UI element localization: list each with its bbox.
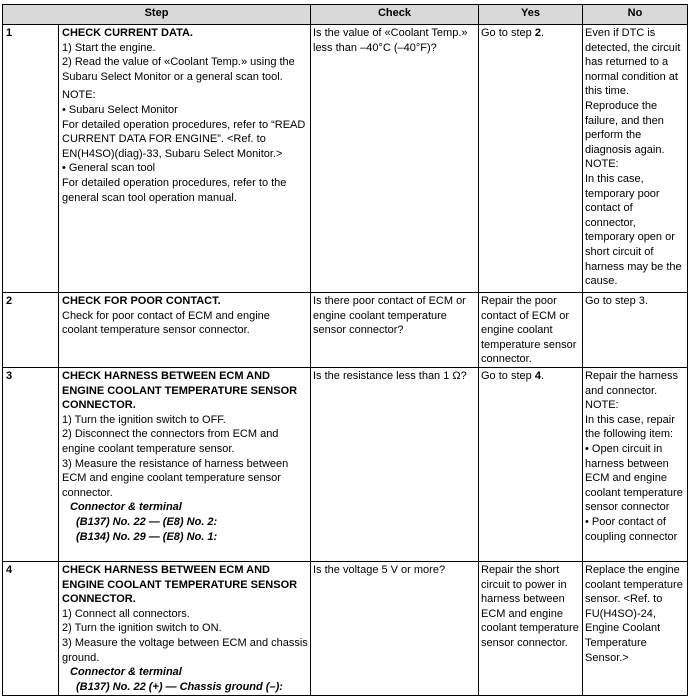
- yes-cell: Repair the poor contact of ECM or engine coolant temperature sensor connector.: [479, 293, 583, 368]
- yes-cell: [479, 25, 583, 293]
- no-note-label: NOTE:: [585, 158, 619, 171]
- no-item: • Poor contact of coupling connector: [585, 515, 678, 543]
- step-line: 3) Measure the voltage between ECM and chassis ground.: [62, 636, 308, 664]
- no-note: In this case, temporary poor contact of connector, temporary open or short circuit of harness may be the cause.: [585, 172, 682, 288]
- yes-cell: [479, 367, 583, 561]
- no-text: Even if DTC is detected, the circuit has returned to a normal condition at this time. Reproduce the failure, and then perform the diagnosis again.: [585, 27, 681, 156]
- note-line: • General scan tool: [62, 162, 156, 175]
- step-title: CHECK HARNESS BETWEEN ECM AND ENGINE COOLANT TEMPERATURE SENSOR CONNECTOR.: [62, 563, 298, 606]
- table-row: [3, 367, 688, 561]
- step-instructions: [59, 293, 311, 368]
- check-cell: Is the value of «Coolant Temp.» less than –40°C (–40°F)?: [311, 25, 479, 293]
- no-note-label: NOTE:: [585, 399, 619, 412]
- no-cell: [583, 25, 688, 293]
- header-check: Check: [311, 5, 479, 25]
- yes-text-end: .: [540, 27, 544, 39]
- yes-text: Go to step: [481, 369, 535, 382]
- step-instructions: [59, 25, 311, 293]
- step-line: 3) Measure the resistance of harness between ECM and engine coolant temperature sensor connector.: [62, 457, 289, 499]
- step-number: 3: [3, 367, 59, 561]
- yes-text-end: .: [540, 369, 544, 382]
- note-label: NOTE:: [62, 89, 96, 102]
- diagnostic-table: [2, 4, 688, 696]
- step-line: 1) Connect all connectors.: [62, 607, 190, 620]
- no-text: Repair the harness and connector.: [585, 369, 678, 397]
- step-line: 1) Turn the ignition switch to OFF.: [62, 413, 226, 426]
- step-line: 2) Turn the ignition switch to ON.: [62, 622, 222, 635]
- step-instructions: [59, 367, 311, 561]
- check-cell: Is the voltage 5 V or more?: [311, 561, 479, 695]
- connector-label: Connector & terminal: [70, 501, 182, 514]
- connector-terminal: (B137) No. 22 (+) — Chassis ground (–):: [76, 680, 283, 693]
- step-title: CHECK HARNESS BETWEEN ECM AND ENGINE COOLANT TEMPERATURE SENSOR CONNECTOR.: [62, 369, 298, 412]
- no-cell: Replace the engine coolant temperature sensor. <Ref. to FU(H4SO)-24, Engine Coolant Temperature Sensor.>: [583, 561, 688, 695]
- step-title: CHECK FOR POOR CONTACT.: [62, 295, 221, 307]
- step-line: 2) Read the value of «Coolant Temp.» using the Subaru Select Monitor or a general scan tool.: [62, 56, 295, 83]
- step-line: Check for poor contact of ECM and engine coolant temperature sensor connector.: [62, 309, 270, 337]
- step-title: CHECK CURRENT DATA.: [62, 27, 193, 39]
- header-yes: Yes: [479, 5, 583, 25]
- header-no: No: [583, 5, 688, 25]
- no-cell: [583, 367, 688, 561]
- check-cell: Is there poor contact of ECM or engine coolant temperature sensor connector?: [311, 293, 479, 368]
- step-instructions: [59, 561, 311, 695]
- table-header-row: [3, 5, 688, 25]
- note-line: For detailed operation procedures, refer to the general scan tool operation manual.: [62, 176, 287, 204]
- step-number: 4: [3, 561, 59, 695]
- no-item: • Open circuit in harness between ECM and engine coolant temperature sensor connector: [585, 442, 683, 514]
- table-row: [3, 293, 688, 368]
- header-step: Step: [3, 5, 311, 25]
- no-note: In this case, repair the following item:: [585, 413, 675, 441]
- yes-cell: Repair the short circuit to power in harness between ECM and engine coolant temperature sensor connector.: [479, 561, 583, 695]
- check-cell: Is the resistance less than 1 Ω?: [311, 367, 479, 561]
- yes-text: Go to step: [481, 27, 535, 39]
- step-number: 2: [3, 293, 59, 368]
- connector-label: Connector & terminal: [70, 666, 182, 679]
- no-cell[interactable]: Go to step 3.: [583, 293, 688, 368]
- note-line: For detailed operation procedures, refer to “READ CURRENT DATA FOR ENGINE”. <Ref. to EN(H4SO)(diag)-33, Subaru Select Monitor.>: [62, 118, 306, 160]
- step-line: 2) Disconnect the connectors from ECM and engine coolant temperature sensor.: [62, 428, 279, 455]
- step-line: 1) Start the engine.: [62, 41, 156, 54]
- yes-step-link[interactable]: 4: [534, 369, 541, 382]
- table-row: [3, 561, 688, 695]
- note-line: • Subaru Select Monitor: [62, 103, 178, 116]
- connector-terminal: (B134) No. 29 — (E8) No. 1:: [76, 530, 218, 543]
- yes-step-link[interactable]: 2: [534, 27, 541, 39]
- table-row: [3, 25, 688, 293]
- connector-terminal: (B137) No. 22 — (E8) No. 2:: [76, 515, 218, 528]
- step-number: 1: [3, 25, 59, 293]
